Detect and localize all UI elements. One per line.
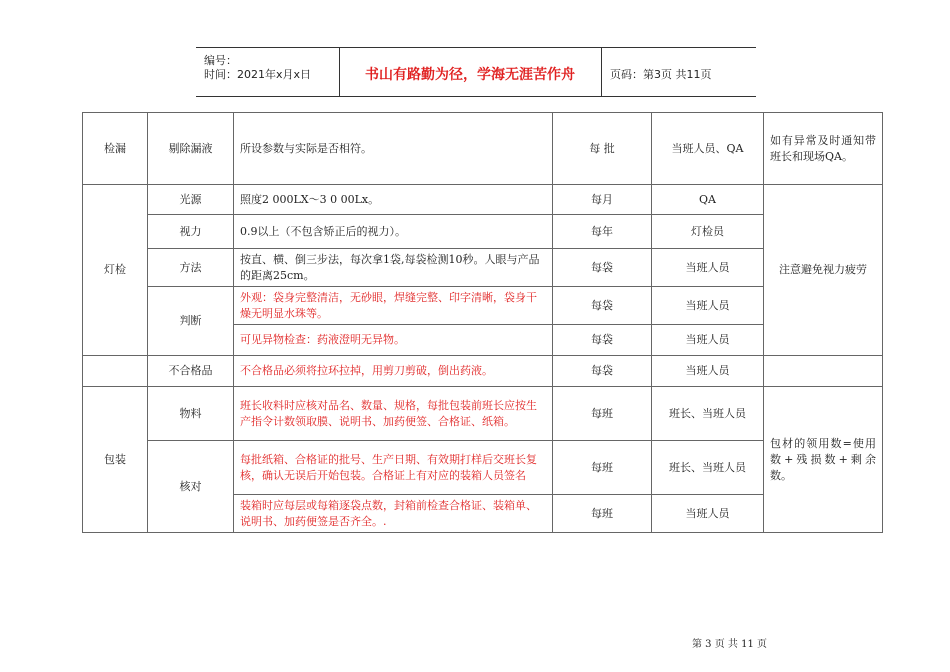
table-row [83, 249, 883, 287]
document-number-label: 编号： [204, 54, 237, 67]
item-cell: 核对 [148, 441, 234, 533]
requirement-cell: 所设参数与实际是否相符。 [234, 113, 553, 185]
page-header [196, 47, 756, 97]
requirement-cell: 按直、横、倒三步法，每次拿1袋,每袋检测10秒。人眼与产品的距离25cm。 [234, 249, 553, 287]
document-date: 时间：2021年x月x日 [204, 68, 312, 81]
requirement-cell: 0.9以上（不包含矫正后的视力）。 [234, 215, 553, 249]
responsible-cell: 班长、当班人员 [652, 441, 764, 495]
note-cell [764, 356, 883, 387]
frequency-cell: 每袋 [553, 249, 652, 287]
inspection-table [82, 112, 883, 533]
page-footer: 第 3 页 共 11 页 [692, 639, 767, 650]
frequency-cell: 每班 [553, 387, 652, 441]
responsible-cell: 当班人员 [652, 287, 764, 325]
item-cell: 不合格品 [148, 356, 234, 387]
table-row [83, 287, 883, 325]
requirement-cell: 班长收料时应核对品名、数量、规格，每批包装前班长应按生产指令计数领取膜、说明书、加药便签、合格证、纸箱。 [234, 387, 553, 441]
category-cell [83, 356, 148, 387]
frequency-cell: 每年 [553, 215, 652, 249]
category-cell: 检漏 [83, 113, 148, 185]
responsible-cell: QA [652, 185, 764, 215]
responsible-cell: 当班人员、QA [652, 113, 764, 185]
category-cell: 包装 [83, 387, 148, 533]
frequency-cell: 每班 [553, 441, 652, 495]
frequency-cell: 每袋 [553, 325, 652, 356]
note-cell: 包材的领用数=使用数+残损数+剩余数。 [764, 387, 883, 533]
item-cell: 物料 [148, 387, 234, 441]
item-cell: 方法 [148, 249, 234, 287]
requirement-cell: 每批纸箱、合格证的批号、生产日期、有效期打样后交班长复核，确认无误后开始包装。合格证上有对应的装箱人员签名 [234, 441, 553, 495]
requirement-cell: 可见异物检查：药液澄明无异物。 [234, 325, 553, 356]
requirement-cell: 外观：袋身完整清洁，无砂眼，焊缝完整、印字清晰，袋身干燥无明显水珠等。 [234, 287, 553, 325]
header-page-number: 页码：第3页 共11页 [610, 68, 712, 81]
table-row [83, 356, 883, 387]
table-row [83, 185, 883, 215]
requirement-cell: 不合格品必须将拉环拉掉，用剪刀剪破，倒出药液。 [234, 356, 553, 387]
responsible-cell: 当班人员 [652, 325, 764, 356]
frequency-cell: 每月 [553, 185, 652, 215]
requirement-cell: 照度2 000LX～3 0 00Lx。 [234, 185, 553, 215]
responsible-cell: 灯检员 [652, 215, 764, 249]
header-divider [601, 48, 602, 96]
category-cell: 灯检 [83, 185, 148, 356]
frequency-cell: 每袋 [553, 287, 652, 325]
responsible-cell: 当班人员 [652, 249, 764, 287]
responsible-cell: 班长、当班人员 [652, 387, 764, 441]
note-cell: 如有异常及时通知带班长和现场QA。 [764, 113, 883, 185]
item-cell: 判断 [148, 287, 234, 356]
note-cell: 注意避免视力疲劳 [764, 185, 883, 356]
frequency-cell: 每班 [553, 495, 652, 533]
table-row [83, 441, 883, 495]
item-cell: 剔除漏液 [148, 113, 234, 185]
item-cell: 视力 [148, 215, 234, 249]
responsible-cell: 当班人员 [652, 356, 764, 387]
table-row [83, 387, 883, 441]
table-row [83, 113, 883, 185]
frequency-cell: 每袋 [553, 356, 652, 387]
requirement-cell: 装箱时应每层或每箱逐袋点数，封箱前检查合格证、装箱单、说明书、加药便签是否齐全。. [234, 495, 553, 533]
responsible-cell: 当班人员 [652, 495, 764, 533]
item-cell: 光源 [148, 185, 234, 215]
frequency-cell: 每 批 [553, 113, 652, 185]
table-row [83, 215, 883, 249]
header-motto: 书山有路勤为径，学海无涯苦作舟 [365, 67, 575, 83]
